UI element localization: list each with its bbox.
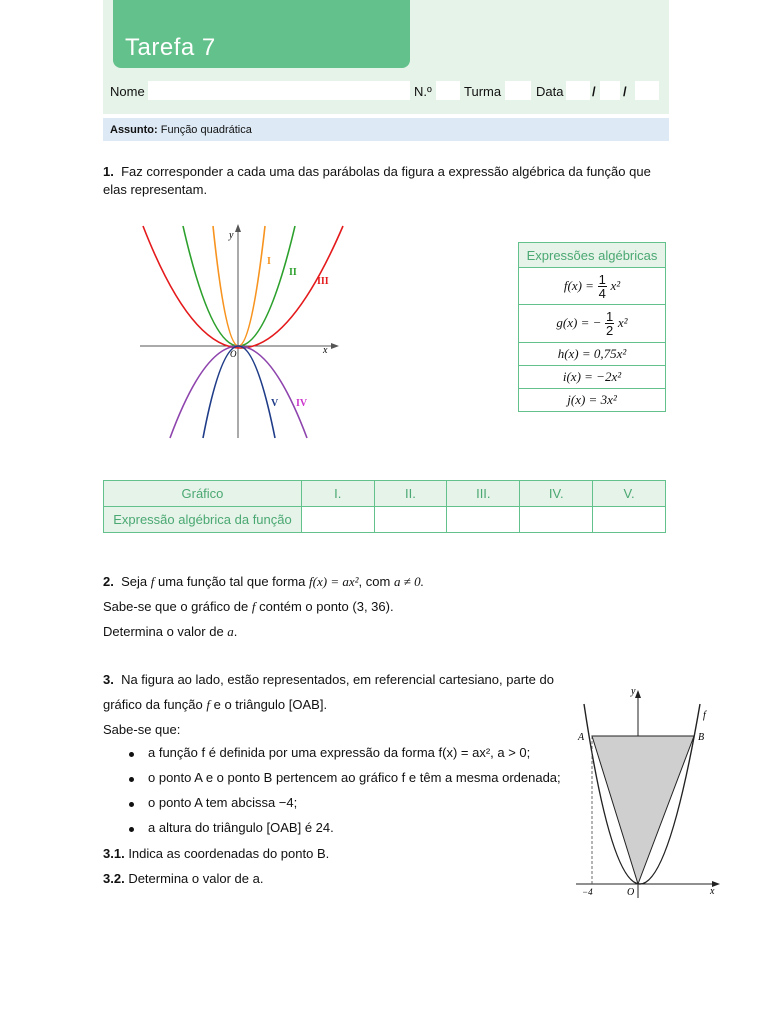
col-header-III: III.: [447, 481, 520, 507]
answer-cell-III[interactable]: [447, 507, 520, 533]
figure-x-label: x: [710, 886, 715, 897]
figure-O-label: O: [627, 887, 635, 898]
q3-number: 3.: [103, 672, 114, 687]
answer-cell-I[interactable]: [301, 507, 374, 533]
q2-line-2: Sabe-se que o gráfico de f contém o ponto (3, 36).: [103, 599, 394, 614]
expression-i: i(x) = −2x²: [519, 366, 666, 389]
q3-bullet-2: o ponto A e o ponto B pertencem ao gráfico f e têm a mesma ordenada;: [148, 770, 561, 785]
figure-minus4-label: −4: [582, 887, 593, 897]
q1-text: Faz corresponder a cada uma das parábolas da figura a expressão algébrica da função que elas representam.: [103, 164, 651, 197]
q3-line-3: Sabe-se que:: [103, 722, 181, 737]
parabola-I: [213, 226, 265, 346]
expression-g: g(x) = − $\frac{1}{2}$ x²: [519, 305, 666, 343]
name-field[interactable]: [148, 81, 410, 100]
label-IV: IV: [296, 398, 308, 409]
date-year-field[interactable]: [635, 81, 659, 100]
number-label: N.º: [414, 84, 432, 99]
date-month-field[interactable]: [600, 81, 620, 100]
expression-j: j(x) = 3x²: [519, 389, 666, 412]
expression-h: h(x) = 0,75x²: [519, 343, 666, 366]
figure-y-arrow: [635, 690, 641, 698]
expressions-table: [518, 242, 666, 412]
q3-bullet-3: o ponto A tem abcissa −4;: [148, 795, 298, 810]
q3-line-2: gráfico da função f e o triângulo [OAB].: [103, 697, 328, 712]
class-field[interactable]: [505, 81, 531, 100]
fraction-one-quarter: $\frac{1}{4}$: [598, 271, 606, 301]
expressions-header: Expressões algébricas: [519, 243, 666, 268]
col-header-IV: IV.: [520, 481, 593, 507]
q2-line-3: Determina o valor de a.: [103, 624, 238, 639]
graph-y-label: y: [229, 230, 234, 241]
page-title: Tarefa 7: [125, 34, 216, 61]
bullet-dot: [129, 827, 134, 832]
q2-line-1: 2. Seja f uma função tal que forma f(x) = ax², com a ≠ 0.: [103, 574, 424, 589]
figure-A-label: A: [578, 732, 585, 743]
answer-cell-II[interactable]: [374, 507, 447, 533]
expression-f: f(x) = $\frac{1}{4}$ x²: [519, 268, 666, 305]
label-III: III: [317, 276, 329, 287]
q3-sub-2: 3.2. Determina o valor de a.: [103, 871, 264, 886]
triangle-OAB: [592, 736, 694, 884]
class-label: Turma: [464, 84, 502, 99]
figure-y-label: y: [631, 686, 636, 697]
subject-line: [110, 124, 252, 136]
graph-y-arrow: [235, 224, 241, 232]
triangle-figure: [570, 682, 730, 904]
label-II: II: [289, 267, 297, 278]
date-separator: /: [592, 84, 596, 99]
label-I: I: [267, 256, 271, 267]
q3-bullet-1: a função f é definida por uma expressão da forma f(x) = ax², a > 0;: [148, 745, 531, 760]
q3-sub-1: 3.1. Indica as coordenadas do ponto B.: [103, 846, 330, 861]
label-V: V: [271, 398, 279, 409]
figure-f-label: f: [703, 710, 706, 721]
parabolas-graph: [135, 220, 345, 440]
graph-x-arrow: [331, 343, 339, 349]
name-label: Nome: [110, 84, 145, 99]
bullet-dot: [129, 802, 134, 807]
figure-B-label: B: [698, 732, 705, 743]
answer-cell-IV[interactable]: [520, 507, 593, 533]
subject-label: Assunto:: [110, 124, 158, 136]
col-header-graph: Gráfico: [104, 481, 302, 507]
q2-number: 2.: [103, 574, 114, 589]
q1-number: 1.: [103, 164, 114, 179]
matching-table: [103, 480, 666, 533]
fraction-one-half: $\frac{1}{2}$: [606, 309, 614, 338]
graph-x-label: x: [323, 345, 328, 356]
date-label: Data: [536, 84, 564, 99]
q3-line-1: 3. Na figura ao lado, estão representados, em referencial cartesiano, parte do: [103, 672, 554, 687]
parabola-III: [143, 226, 343, 348]
bullet-dot: [129, 777, 134, 782]
answer-cell-V[interactable]: [593, 507, 666, 533]
graph-origin-label: O: [230, 349, 237, 359]
q1-statement: [103, 163, 668, 199]
date-day-field[interactable]: [566, 81, 590, 100]
q3-bullet-4: a altura do triângulo [OAB] é 24.: [148, 820, 334, 835]
number-field[interactable]: [436, 81, 460, 100]
subject-value: Função quadrática: [160, 124, 252, 136]
date-separator: /: [623, 84, 627, 99]
col-header-II: II.: [374, 481, 447, 507]
row-label-expression: Expressão algébrica da função: [104, 507, 302, 533]
bullet-dot: [129, 752, 134, 757]
col-header-I: I.: [301, 481, 374, 507]
col-header-V: V.: [593, 481, 666, 507]
